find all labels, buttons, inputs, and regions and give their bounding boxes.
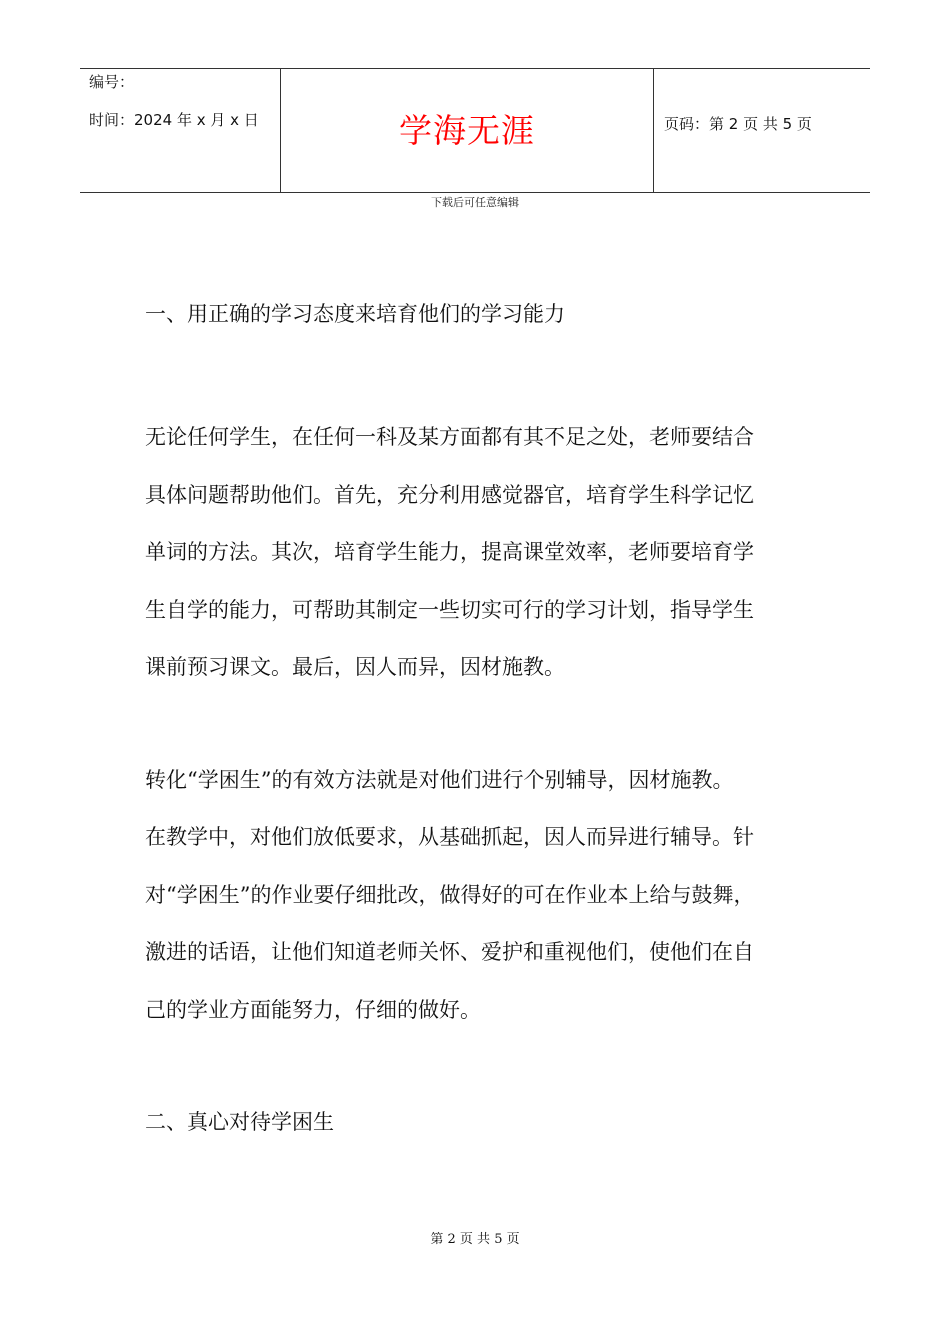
paragraph-line: 生自学的能力，可帮助其制定一些切实可行的学习计划，指导学生 — [145, 597, 754, 622]
document-time-label: 时间：2024 年 x 月 x 日 — [89, 111, 259, 129]
paragraph-line: 转化“学困生”的有效方法就是对他们进行个别辅导，因材施教。 — [145, 767, 734, 792]
document-number-label: 编号： — [89, 73, 135, 91]
page-footer: 第 2 页 共 5 页 — [430, 1232, 520, 1247]
paragraph-2 — [145, 752, 825, 1040]
header-page-cell — [654, 69, 870, 193]
page-code-label: 页码：第 2 页 共 5 页 — [664, 115, 812, 133]
paragraph-line: 己的学业方面能努力，仔细的做好。 — [145, 997, 481, 1022]
paragraph-line: 无论任何学生，在任何一科及某方面都有其不足之处，老师要结合 — [145, 425, 754, 449]
header-brand-cell — [281, 69, 654, 193]
header-meta-cell — [80, 69, 281, 193]
editable-note: 下载后可任意编辑 — [431, 196, 519, 209]
paragraph-1 — [145, 409, 825, 697]
document-body — [145, 296, 825, 1140]
brand-title: 学海无涯 — [399, 111, 535, 150]
section-heading-2: 二、真心对待学困生 — [145, 1110, 334, 1134]
paragraph-line: 课前预习课文。最后，因人而异，因材施教。 — [145, 655, 565, 679]
paragraph-line: 对“学困生”的作业要仔细批改，做得好的可在作业本上给与鼓舞， — [145, 882, 755, 907]
section-heading-1: 一、用正确的学习态度来培育他们的学习能力 — [145, 302, 565, 326]
document-header-table — [80, 68, 870, 193]
paragraph-line: 激进的话语，让他们知道老师关怀、爱护和重视他们，使他们在自 — [145, 940, 754, 964]
paragraph-line: 单词的方法。其次，培育学生能力，提高课堂效率，老师要培育学 — [145, 540, 754, 564]
paragraph-line: 具体问题帮助他们。首先，充分利用感觉器官，培育学生科学记忆 — [145, 482, 754, 507]
paragraph-line: 在教学中，对他们放低要求，从基础抓起，因人而异进行辅导。针 — [145, 825, 754, 849]
